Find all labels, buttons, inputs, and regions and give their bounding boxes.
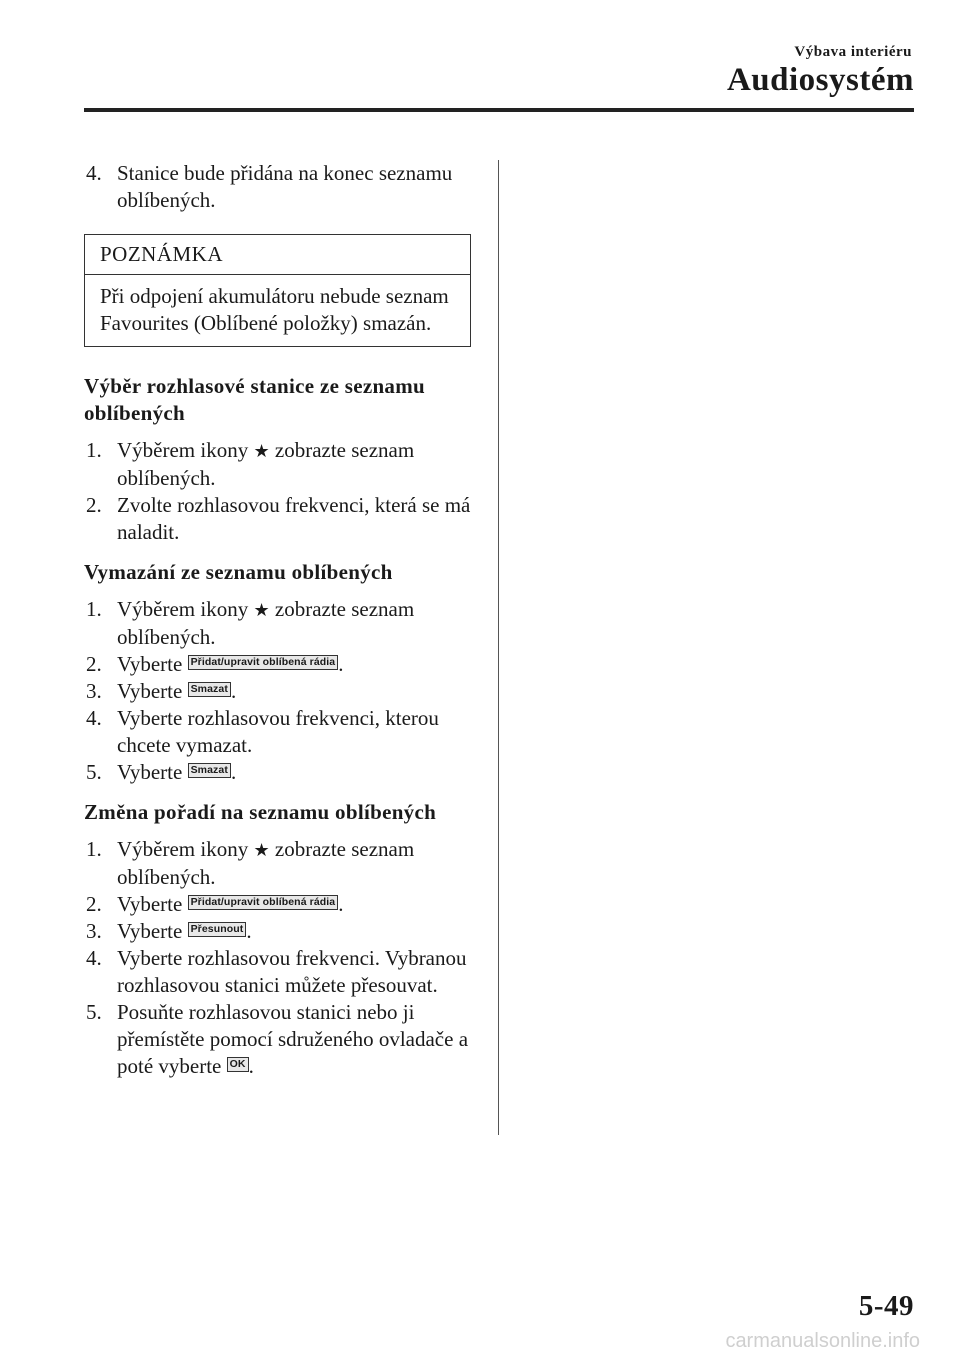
section-label: Výbava interiéru [794, 44, 912, 60]
list-item [84, 437, 474, 492]
header-rule [84, 108, 914, 112]
list-item [84, 651, 474, 678]
item-number: 4. [86, 706, 102, 730]
item-number: 5. [86, 1000, 102, 1024]
item-text: Zvolte rozhlasovou frekvenci, která se má naladit. [117, 493, 471, 544]
item-text: Vyberte [117, 919, 188, 943]
delete-button: Smazat [188, 763, 231, 778]
item-text: Výběrem ikony [117, 438, 254, 462]
note-box [84, 234, 471, 347]
section-heading: Vymazání ze seznamu oblíbených [84, 560, 393, 584]
item-number: 5. [86, 760, 102, 784]
list-item [84, 678, 474, 705]
page-title: Audiosystém [726, 62, 914, 98]
item-text: Vyberte rozhlasovou frekvenci. Vybranou rozhlasovou stanici můžete přesouvat. [117, 946, 467, 997]
item-text: Výběrem ikony [117, 597, 254, 621]
item-number: 1. [86, 597, 102, 621]
item-number: 4. [86, 946, 102, 970]
item-number: 2. [86, 652, 102, 676]
add-edit-favourites-button: Přidat/upravit oblíbená rádia [188, 895, 339, 910]
item-number: 3. [86, 919, 102, 943]
page-number: 5-49 [858, 1290, 914, 1322]
column-divider [498, 160, 499, 1135]
list-item [84, 596, 474, 651]
item-text: Vyberte [117, 892, 188, 916]
item-number: 3. [86, 679, 102, 703]
list-item [84, 160, 474, 214]
note-heading: POZNÁMKA [85, 235, 470, 275]
item-text: . [246, 919, 252, 943]
watermark: carmanualsonline.info [725, 1330, 920, 1352]
main-column [84, 160, 474, 1080]
item-text: . [230, 679, 237, 703]
item-number: 2. [86, 892, 102, 916]
item-text: Výběrem ikony [117, 837, 254, 861]
item-number: 1. [86, 438, 102, 462]
item-text: . [338, 652, 344, 676]
item-text: zobrazte seznam oblíbených. [117, 597, 415, 649]
item-text: . [338, 892, 344, 916]
delete-button: Smazat [188, 682, 231, 697]
note-body: Při odpojení akumulátoru nebude seznam Favourites (Oblíbené položky) smazán. [100, 284, 449, 335]
list-item [84, 891, 474, 918]
item-text: Posuňte rozhlasovou stanici nebo ji přemístěte pomocí sdruženého ovladače a poté vyberte [117, 1000, 469, 1078]
list-item [84, 999, 474, 1080]
section-heading: Změna pořadí na seznamu oblíbených [84, 800, 437, 824]
star-icon: ★ [253, 840, 270, 861]
item-text: zobrazte seznam oblíbených. [117, 837, 415, 889]
move-button: Přesunout [188, 922, 247, 937]
list-item [84, 918, 474, 945]
item-text: . [230, 760, 237, 784]
list-item [84, 836, 474, 891]
list-item [84, 945, 474, 999]
list-item [84, 759, 474, 786]
ok-button: OK [227, 1057, 249, 1072]
item-number: 1. [86, 837, 102, 861]
item-text: . [248, 1054, 254, 1078]
star-icon: ★ [253, 441, 270, 462]
star-icon: ★ [253, 600, 270, 621]
item-number: 4. [86, 161, 102, 185]
item-text: Vyberte [117, 760, 188, 784]
item-text: Vyberte [117, 652, 188, 676]
add-edit-favourites-button: Přidat/upravit oblíbená rádia [188, 655, 339, 670]
list-item [84, 705, 474, 759]
item-number: 2. [86, 493, 102, 517]
item-text: Stanice bude přidána na konec seznamu oblíbených. [117, 161, 453, 212]
list-item [84, 492, 474, 546]
item-text: Vyberte [117, 679, 188, 703]
section-heading: Výběr rozhlasové stanice ze seznamu oblíbených [84, 374, 426, 425]
item-text: zobrazte seznam oblíbených. [117, 438, 415, 490]
item-text: Vyberte rozhlasovou frekvenci, kterou chcete vymazat. [117, 706, 439, 757]
